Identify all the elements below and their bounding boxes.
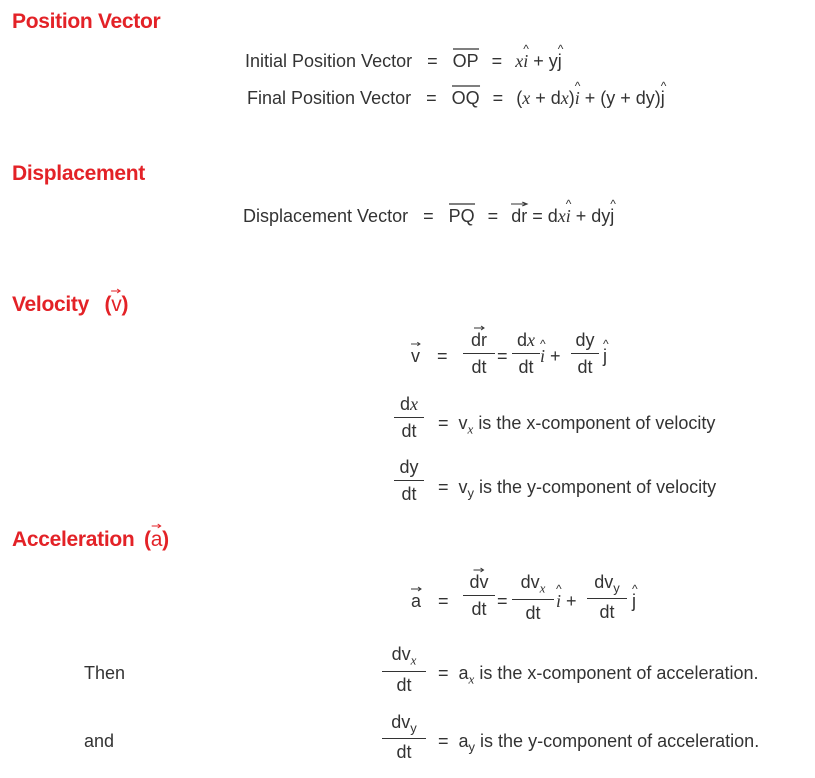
fraction-dx-dt: dx dt — [512, 330, 540, 378]
fraction-vx: dx dt — [394, 394, 424, 442]
heading-velocity-text: Velocity — [12, 293, 89, 316]
fraction-dv-dt: dv dt — [463, 572, 495, 620]
fraction-ax: $dv_x$ dt — [382, 644, 426, 696]
heading-acceleration — [12, 528, 169, 552]
heading-displacement: Displacement — [12, 162, 145, 185]
vector-dr: dr — [511, 206, 527, 227]
displacement-label: Displacement Vector — [243, 206, 409, 226]
heading-acceleration-text: Acceleration — [12, 528, 135, 551]
fraction-dr-dt: dr dt — [463, 330, 495, 378]
fraction-vy: dy dt — [394, 457, 424, 505]
final-position-label: Final Position Vector — [247, 88, 412, 108]
fraction-dvx-dt: $dv_x$ dt — [512, 572, 554, 624]
vx-definition: = $v_x$ is the x-component of velocity — [438, 413, 716, 437]
heading-velocity-symbol: ( v) — [105, 293, 129, 316]
initial-position-label: Initial Position Vector — [245, 51, 413, 71]
fraction-dvy-dt: $dv_y$ dt — [587, 572, 627, 623]
heading-position-vector: Position Vector — [12, 10, 161, 33]
vector-pq: PQ — [448, 206, 475, 226]
velocity-symbol: v = — [411, 346, 448, 367]
acceleration-symbol: a = — [411, 591, 449, 612]
heading-acceleration-symbol: ( a) — [144, 528, 169, 551]
and-label: and — [84, 731, 115, 751]
then-label: Then — [84, 663, 126, 683]
initial-position-equation: Initial Position Vector = OP = x^ i + y^ j — [245, 51, 562, 72]
heading-velocity — [12, 293, 128, 317]
fraction-ay: $dv_y$ dt — [382, 712, 426, 763]
final-position-equation: Final Position Vector = OQ = (x + dx)^ i + (y + dy)^ j — [247, 88, 665, 109]
ay-definition: = $a_y$ is the y-component of acceleration. — [438, 731, 760, 755]
displacement-equation: Displacement Vector = PQ = dr = dx^ i + dy^ j — [243, 206, 614, 227]
ax-definition: = $a_x$ is the x-component of acceleration. — [438, 663, 759, 687]
vy-definition: = $v_y$ is the y-component of velocity — [438, 477, 717, 501]
vector-op: OP — [452, 51, 479, 71]
vector-oq: OQ — [451, 88, 480, 108]
fraction-dy-dt: dy dt — [571, 330, 599, 378]
